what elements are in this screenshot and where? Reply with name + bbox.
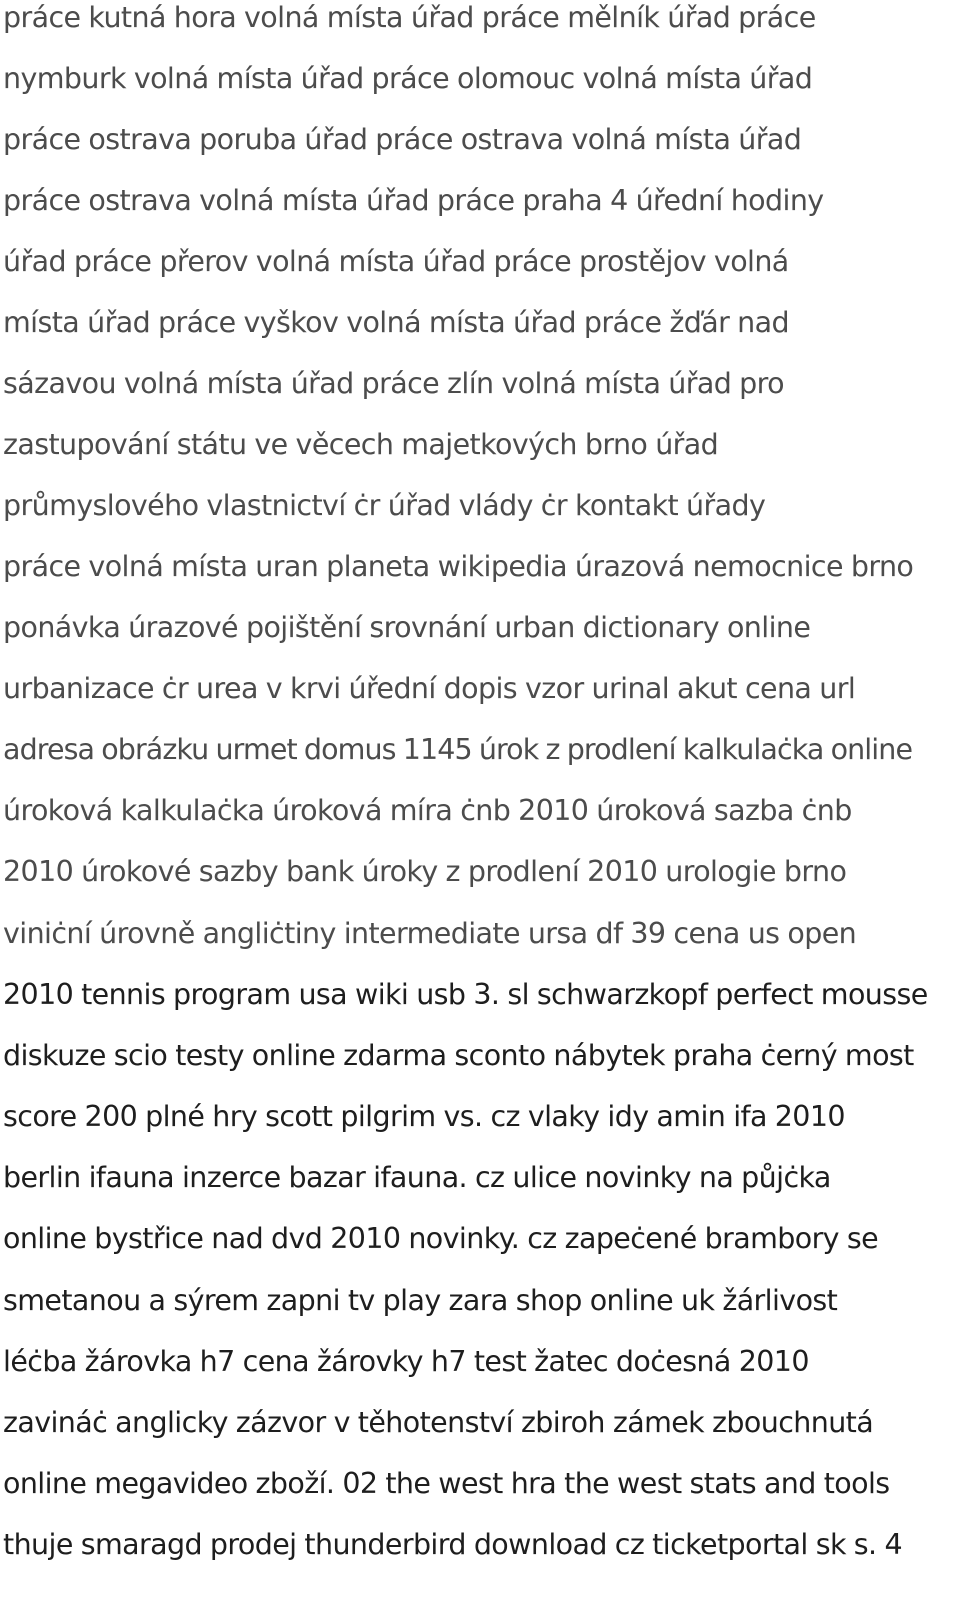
text-line: průmyslového vlastnictví ċr úřad vlády ċr kontakt úřady bbox=[3, 489, 766, 522]
text-line: diskuze scio testy online zdarma sconto nábytek praha ċerný most bbox=[3, 1039, 914, 1072]
text-line: urbanizace ċr urea v krvi úřední dopis vzor urinal akut cena url bbox=[3, 672, 856, 705]
text-line: zastupování státu ve věcech majetkových brno úřad bbox=[3, 428, 719, 461]
text-line: práce ostrava volná místa úřad práce praha 4 úřední hodiny bbox=[3, 184, 824, 217]
text-line: úřad práce přerov volná místa úřad práce prostějov volná bbox=[3, 245, 789, 278]
text-line: sázavou volná místa úřad práce zlín volná místa úřad pro bbox=[3, 367, 784, 400]
text-line: berlin ifauna inzerce bazar ifauna. cz ulice novinky na půjċka bbox=[3, 1161, 831, 1194]
text-line: adresa obrázku urmet domus 1145 úrok z prodlení kalkulaċka online bbox=[3, 733, 913, 766]
text-line: online megavideo zboží. 02 the west hra the west stats and tools bbox=[3, 1467, 890, 1500]
text-line: zavináċ anglicky zázvor v těhotenství zbiroh zámek zbouchnutá bbox=[3, 1406, 874, 1439]
text-line: nymburk volná místa úřad práce olomouc volná místa úřad bbox=[3, 62, 813, 95]
text-line: práce kutná hora volná místa úřad práce mělník úřad práce bbox=[3, 1, 816, 34]
text-line: úroková kalkulaċka úroková míra ċnb 2010 úroková sazba ċnb bbox=[3, 794, 852, 827]
text-line: score 200 plné hry scott pilgrim vs. cz vlaky idy amin ifa 2010 bbox=[3, 1100, 845, 1133]
text-line: thuje smaragd prodej thunderbird download cz ticketportal sk s. 4 bbox=[3, 1528, 903, 1561]
text-line: smetanou a sýrem zapni tv play zara shop online uk žárlivost bbox=[3, 1284, 838, 1317]
text-line: léċba žárovka h7 cena žárovky h7 test žatec doċesná 2010 bbox=[3, 1345, 809, 1378]
text-line: online bystřice nad dvd 2010 novinky. cz zapeċené brambory se bbox=[3, 1222, 879, 1255]
text-line: práce ostrava poruba úřad práce ostrava volná místa úřad bbox=[3, 123, 802, 156]
text-line: 2010 úrokové sazby bank úroky z prodlení 2010 urologie brno bbox=[3, 855, 847, 888]
text-line: práce volná místa uran planeta wikipedia úrazová nemocnice brno bbox=[3, 550, 914, 583]
text-line: viniċní úrovně angliċtiny intermediate ursa df 39 cena us open bbox=[3, 917, 857, 950]
text-line: místa úřad práce vyškov volná místa úřad práce žďár nad bbox=[3, 306, 789, 339]
text-line: 2010 tennis program usa wiki usb 3. sl schwarzkopf perfect mousse bbox=[3, 978, 928, 1011]
text-line: ponávka úrazové pojištění srovnání urban dictionary online bbox=[3, 611, 811, 644]
